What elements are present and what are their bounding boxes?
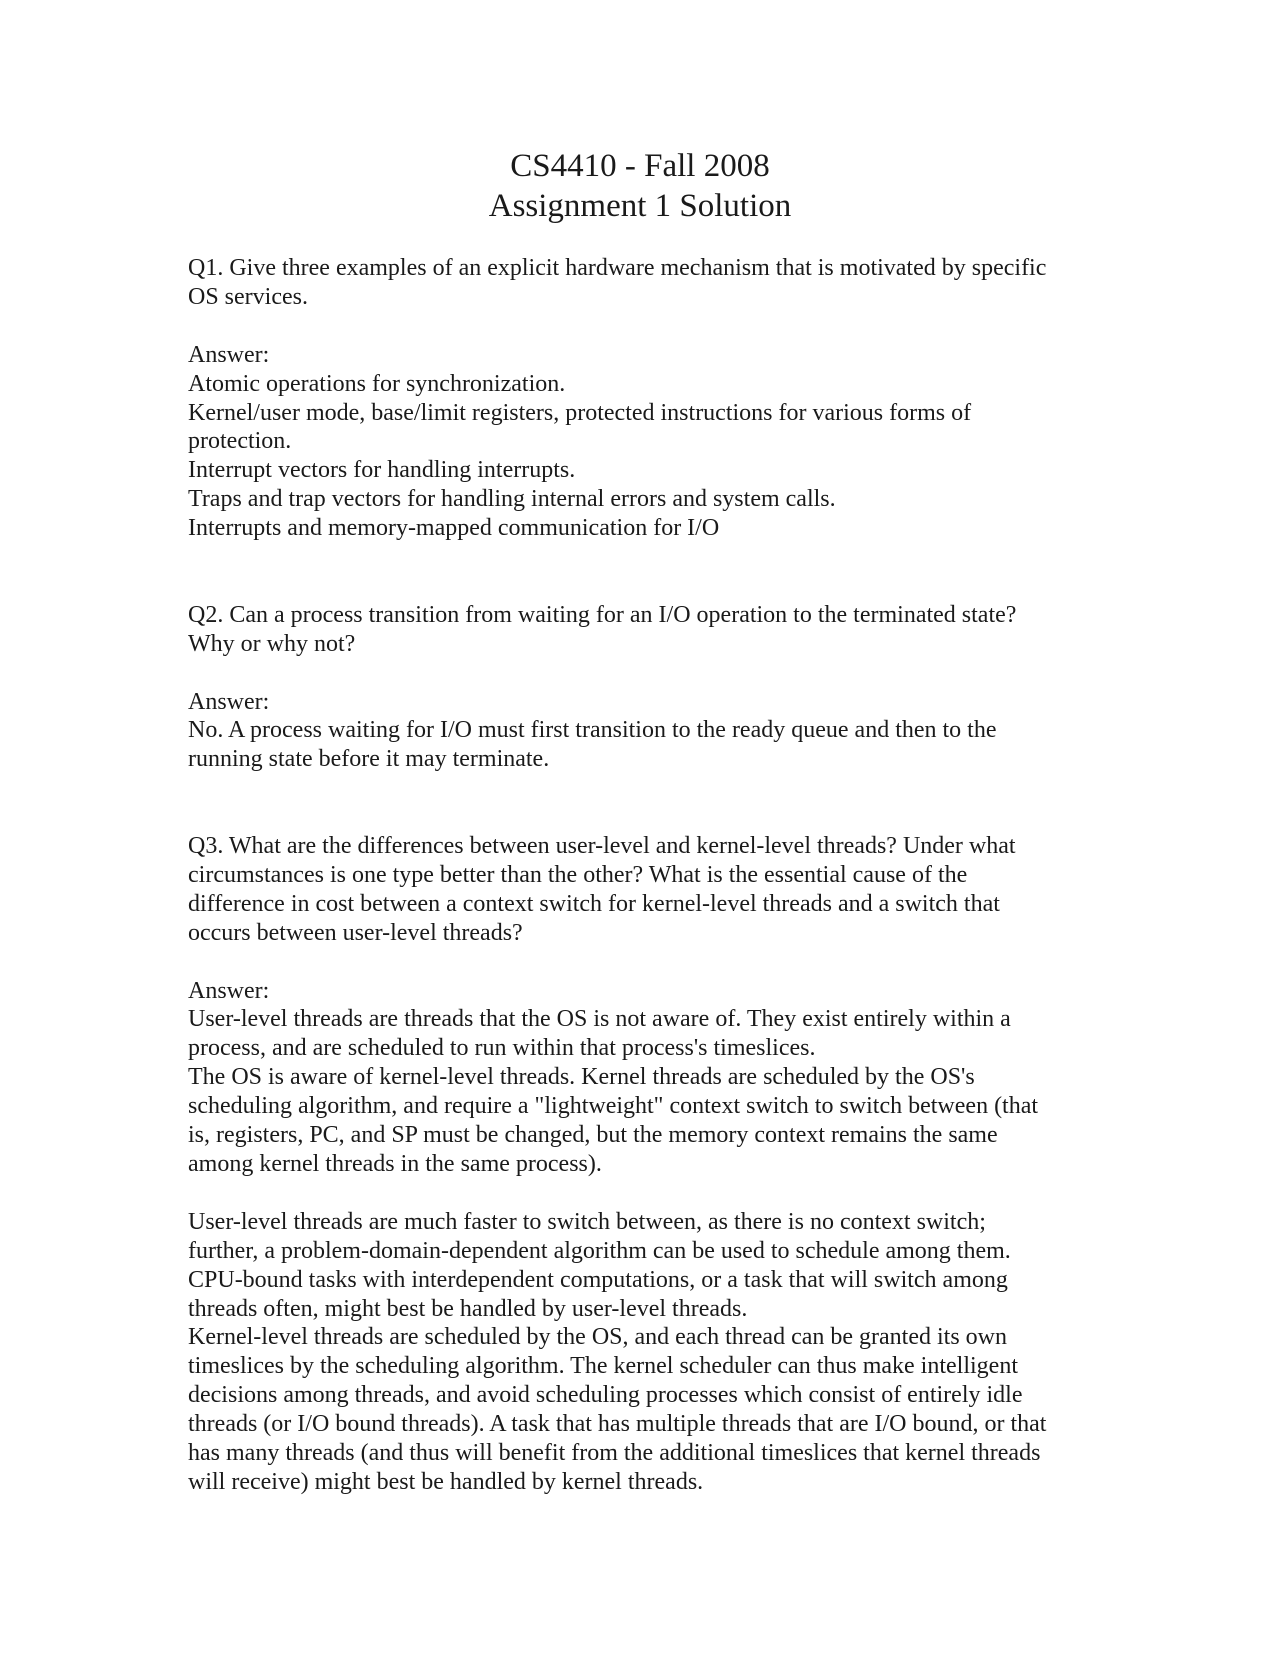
question-2 [188, 601, 1098, 659]
answer-line: Traps and trap vectors for handling internal errors and system calls. [188, 486, 836, 513]
answer-line: User-level threads are much faster to switch between, as there is no context switch; [188, 1208, 986, 1235]
answer-line: Kernel-level threads are scheduled by the OS, and each thread can be granted its own [188, 1324, 1007, 1351]
document-title-block [0, 146, 1280, 226]
question-line: Q1. Give three examples of an explicit hardware mechanism that is motivated by specific [188, 255, 1047, 281]
answer-3 [188, 977, 1098, 1497]
answer-line: will receive) might best be handled by kernel threads. [188, 1468, 704, 1495]
answer-line: Atomic operations for synchronization. [188, 370, 566, 397]
answer-line: timeslices by the scheduling algorithm. The kernel scheduler can thus make intelligent [188, 1353, 1018, 1380]
answer-line: No. A process waiting for I/O must first transition to the ready queue and then to the [188, 717, 997, 744]
answer-line: Kernel/user mode, base/limit registers, protected instructions for various forms of [188, 399, 972, 426]
question-line: Why or why not? [188, 630, 356, 657]
question-3 [188, 832, 1098, 948]
answer-label: Answer: [188, 977, 270, 1004]
question-1 [188, 254, 1098, 312]
answer-line: The OS is aware of kernel-level threads. Kernel threads are scheduled by the OS's [188, 1064, 975, 1091]
answer-label: Answer: [188, 341, 270, 368]
question-line: circumstances is one type better than the other? What is the essential cause of the [188, 861, 968, 888]
answer-line: among kernel threads in the same process). [188, 1151, 602, 1178]
answer-line: process, and are scheduled to run within that process's timeslices. [188, 1035, 816, 1062]
question-line: Q3. What are the differences between user-level and kernel-level threads? Under what [188, 833, 1016, 860]
answer-line: has many threads (and thus will benefit from the additional timeslices that kernel threads [188, 1440, 1041, 1467]
answer-line: scheduling algorithm, and require a "lightweight" context switch to switch between (that [188, 1093, 1039, 1120]
question-line: Q2. Can a process transition from waiting for an I/O operation to the terminated state? [188, 601, 1017, 628]
answer-line: threads (or I/O bound threads). A task that has multiple threads that are I/O bound, or that [188, 1411, 1047, 1438]
answer-line: protection. [188, 428, 292, 455]
answer-1 [188, 341, 1098, 543]
answer-line: User-level threads are threads that the OS is not aware of. They exist entirely within a [188, 1006, 1011, 1033]
answer-line: further, a problem-domain-dependent algorithm can be used to schedule among them. [188, 1237, 1011, 1264]
answer-line: CPU-bound tasks with interdependent computations, or a task that will switch among [188, 1266, 1008, 1293]
answer-2 [188, 688, 1098, 775]
answer-line: Interrupt vectors for handling interrupts. [188, 457, 576, 484]
answer-line: decisions among threads, and avoid scheduling processes which consist of entirely idle [188, 1382, 1023, 1409]
answer-line: threads often, might best be handled by user-level threads. [188, 1295, 748, 1322]
question-line: occurs between user-level threads? [188, 919, 523, 946]
answer-line: is, registers, PC, and SP must be changed, but the memory context remains the same [188, 1122, 998, 1149]
document-subtitle: Assignment 1 Solution [488, 188, 792, 224]
question-line: difference in cost between a context switch for kernel-level threads and a switch that [188, 890, 1000, 917]
answer-label: Answer: [188, 688, 270, 715]
question-line: OS services. [188, 283, 308, 310]
document-body [188, 254, 1098, 1497]
answer-line: running state before it may terminate. [188, 746, 550, 773]
answer-line: Interrupts and memory-mapped communication for I/O [188, 515, 720, 542]
document-title: CS4410 - Fall 2008 [510, 148, 770, 184]
